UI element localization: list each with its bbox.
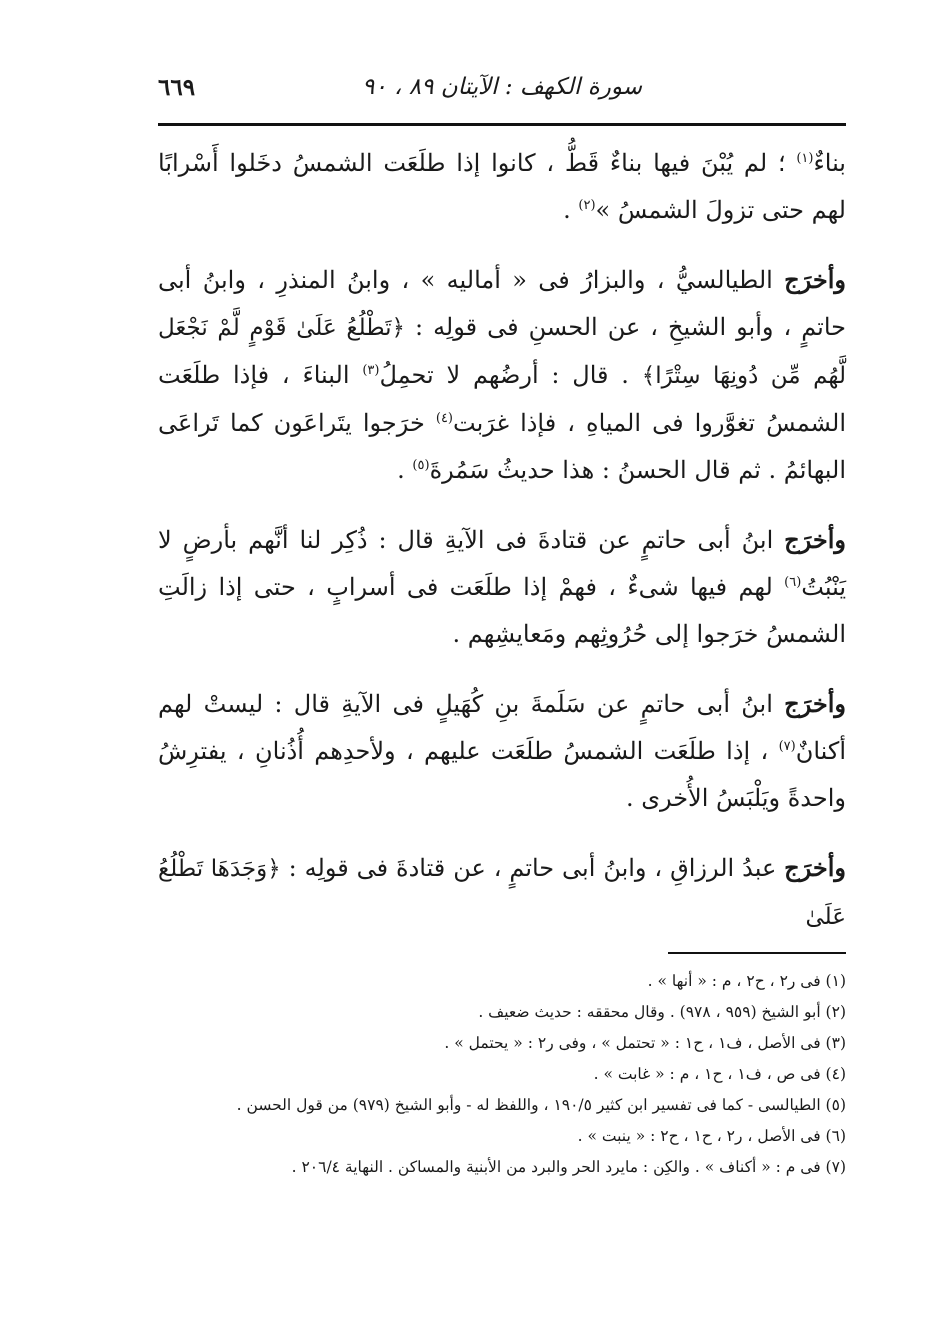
page-number: ٦٦٩ — [158, 74, 196, 101]
paragraph-1 — [158, 140, 846, 234]
paragraph-4 — [158, 680, 846, 822]
footnotes — [158, 966, 846, 1183]
paragraph-text: ابنُ أبى حاتمٍ عن قتادةَ فى الآيةِ قال : ذُكِر لنا أنَّهم بأرضٍ لا يَنْبُتُ — [158, 526, 846, 601]
paragraph-lead: وأخرَج — [784, 689, 846, 718]
quran-verse: ﴿تَطْلُعُ عَلَىٰ قَوْمٍ لَّمْ نَجْعَل لَّهُم مِّن دُونِهَا سِتْرًا﴾ — [158, 315, 847, 389]
footnote-6: (٦) فى الأصل ، ر٢ ، ح١ ، ح٢ : « ينبت » . — [577, 1127, 846, 1145]
paragraph-text: بناءٌ — [813, 149, 846, 177]
page-header — [158, 66, 846, 110]
paragraph-text: . قال : أرضُهم لا تحمِلُ — [379, 361, 642, 389]
paragraph-text: عبدُ الرزاقِ ، وابنُ أبى حاتمٍ ، عن قتادةَ فى قولِه : — [280, 854, 785, 882]
footnote-ref-1: (١) — [796, 151, 814, 166]
paragraph-3 — [158, 516, 846, 658]
footnote-1: (١) فى ر٢ ، ح٢ ، م : « أنها » . — [647, 972, 846, 990]
footnote-separator — [668, 952, 846, 954]
paragraph-5 — [158, 844, 846, 941]
paragraph-text: . — [563, 196, 579, 224]
footnote-5: (٥) الطيالسى - كما فى تفسير ابن كثير ١٩٠/٥ ، واللفظ له - وأبو الشيخ (٩٧٩) من قول الحسن . — [236, 1096, 846, 1114]
footnote-ref-7: (٧) — [778, 739, 796, 754]
footnote-ref-5: (٥) — [412, 458, 430, 473]
running-title: سورة الكهف : الآيتان ٨٩ ، ٩٠ — [361, 74, 643, 100]
paragraph-lead: وأخرَج — [784, 265, 846, 294]
paragraph-text: ابنُ أبى حاتمٍ عن سَلَمةَ بنِ كُهَيلٍ فى الآيةِ قال : ليستْ لهم أكنانٌ — [158, 690, 846, 765]
paragraph-text: لهم فيها شىءٌ ، فهمْ إذا طلَعَت فى أسرابٍ ، حتى إذا زالَتِ الشمسُ خرَجوا إلى حُرُوثِهم ومَعايشِهم . — [158, 573, 846, 648]
paragraph-text: البناءَ ، فإذا طلَعَت الشمسُ تغوَّروا فى المياهِ ، فإذا غرَبت — [158, 361, 847, 437]
paragraph-text: ، إذا طلَعَت الشمسُ طلَعَت عليهم ، ولأحدِهم أُذُنانِ ، يفترِشُ واحدةً ويَلْبَسُ الأُخرى . — [158, 737, 846, 812]
footnote-ref-2: (٢) — [578, 198, 596, 213]
footnote-3: (٣) فى الأصل ، ف١ ، ح١ : « تحتمل » ، وفى ر٢ : « يحتمل » . — [444, 1034, 846, 1052]
footnote-4: (٤) فى ص ، ف١ ، ح١ ، م : « غابت » . — [593, 1065, 846, 1083]
paragraph-text: ؛ لم يُبْنَ فيها بناءٌ قَطُّ ، كانوا إذا طلَعَت الشمسُ دخَلوا أَسْرابًا لهم حتى تزولَ الشمسُ » — [158, 149, 846, 224]
paragraph-2 — [158, 256, 846, 494]
footnote-7: (٧) فى م : « أكناف » . والكِن : مايرد الحر والبرد من الأبنية والمساكن . النهاية ٢٠٦/٤ . — [291, 1158, 846, 1176]
paragraph-text: الطيالسيُّ ، والبزارُ فى « أماليه » ، وابنُ المنذرِ ، وابنُ أبى حاتمٍ ، وأبو الشيخِ ، عن الحسنِ فى قولِه : — [158, 266, 847, 341]
paragraph-lead: وأخرَج — [784, 525, 846, 554]
footnote-2: (٢) أبو الشيخ (٩٥٩ ، ٩٧٨) . وقال محققه : حديث ضعيف . — [478, 1003, 846, 1021]
footnote-ref-6: (٦) — [784, 575, 802, 590]
paragraph-text: خرَجوا يتَراعَون كما تَراعَى البهائمُ . ثم قال الحسنُ : هذا حديثُ سَمُرةَ — [158, 409, 846, 484]
footnote-ref-4: (٤) — [435, 411, 453, 426]
header-rule — [158, 123, 846, 126]
main-text — [158, 140, 846, 963]
footnote-ref-3: (٣) — [362, 363, 380, 378]
paragraph-lead: وأخرَج — [784, 853, 846, 882]
paragraph-text: . — [397, 456, 413, 484]
quran-verse: ﴿وَجَدَهَا تَطْلُعُ عَلَىٰ — [158, 856, 846, 930]
